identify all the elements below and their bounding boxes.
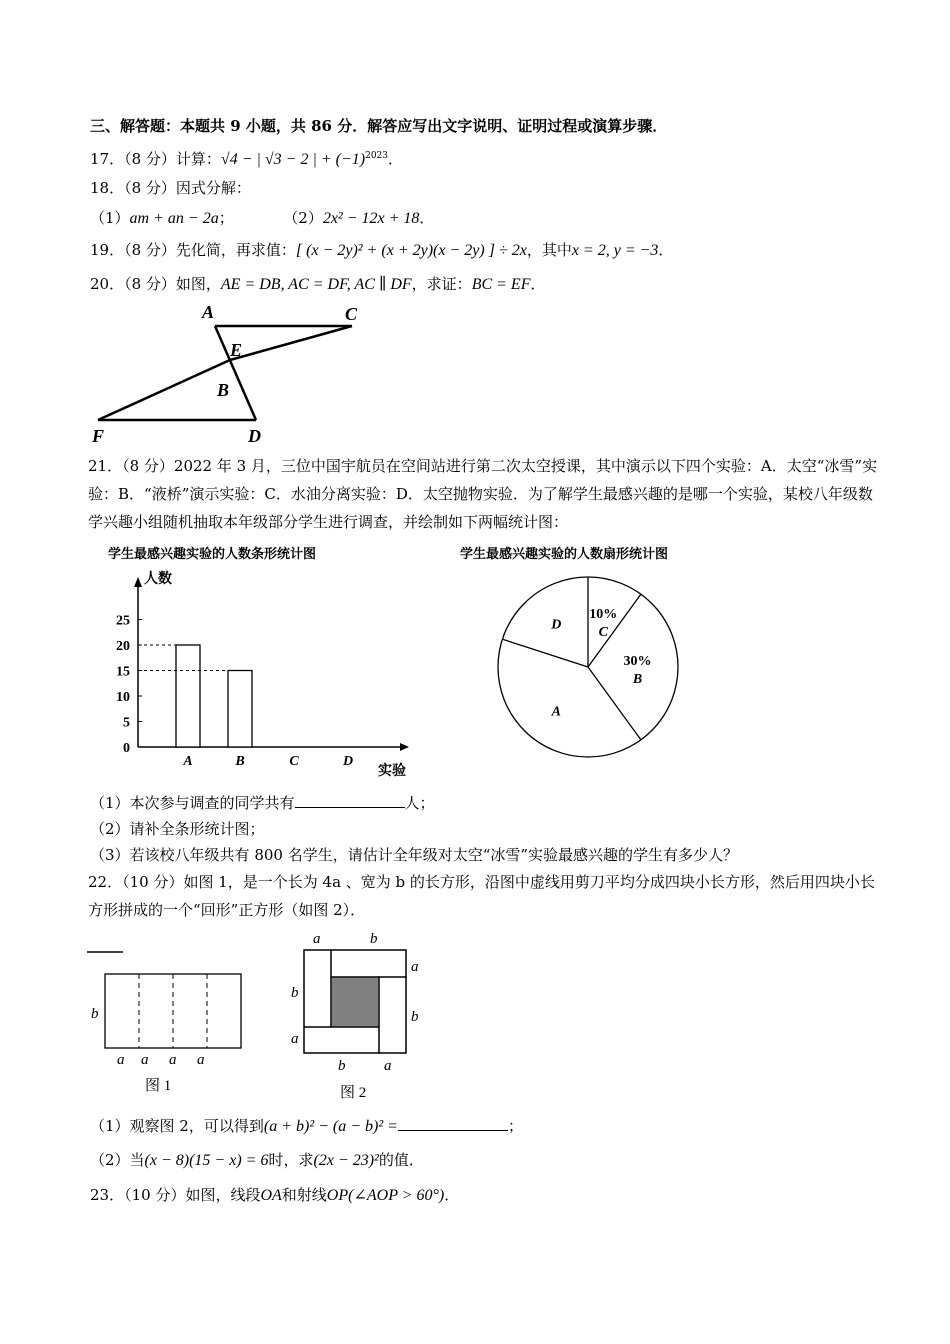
segment-EC xyxy=(230,326,352,360)
fig2-label-b-left: b xyxy=(291,985,299,1001)
y-tick-label: 5 xyxy=(123,715,130,731)
q21-sub2: （2）请补全条形统计图； xyxy=(90,820,265,838)
q22-sub1-blank[interactable] xyxy=(398,1116,508,1131)
x-tick-label-C: C xyxy=(289,754,299,769)
q19-end: ． xyxy=(658,241,674,259)
bar-A xyxy=(176,645,200,747)
question-18-parts xyxy=(90,208,434,229)
fig1-label-a3: a xyxy=(169,1052,177,1068)
q18-separator: ； xyxy=(218,209,234,227)
q17-prefix: 17．（8 分）计算： xyxy=(90,150,221,168)
q21-sub1-blank[interactable] xyxy=(295,793,405,808)
x-axis-label: 实验 xyxy=(378,764,406,779)
fig2-label-b-right: b xyxy=(411,1009,419,1025)
q23-condition: (∠AOP > 60°) xyxy=(348,1187,445,1204)
q20-prefix: 20．（8 分）如图， xyxy=(90,275,221,293)
pie-label-D: D xyxy=(551,617,562,633)
fig2-left-strip xyxy=(304,950,331,1027)
question-18: 18．（8 分）因式分解： xyxy=(90,179,251,197)
q22-sub2-text: （2）当 xyxy=(90,1151,145,1169)
fig2-top-strip xyxy=(331,950,406,977)
question-19 xyxy=(90,240,673,261)
q20-prove: BC = EF xyxy=(471,276,531,293)
fig2-label-a-left: a xyxy=(291,1031,299,1047)
pie-percent-C: 10% xyxy=(589,606,618,622)
question-23 xyxy=(90,1185,459,1206)
label-E: E xyxy=(230,340,243,360)
q20-given: AE = DB, AC = DF, AC ∥ DF xyxy=(220,276,412,293)
pie-label-A: A xyxy=(551,704,561,720)
y-tick-label: 10 xyxy=(116,690,130,705)
fig1-label-a4: a xyxy=(197,1052,205,1068)
q23-prefix: 23．（10 分）如图，线段 xyxy=(90,1186,261,1204)
q21-sub1 xyxy=(90,793,435,813)
fig2-bottom-strip xyxy=(304,1027,379,1053)
q20-mid: ，求证： xyxy=(411,275,472,293)
q19-expression: [ (x − 2y)² + (x + 2y)(x − 2y) ] ÷ 2x xyxy=(295,242,527,259)
y-axis-label: 人数 xyxy=(144,572,172,587)
q20-end: ． xyxy=(530,275,546,293)
q22-sub1-end: ； xyxy=(507,1117,523,1135)
segment-FE xyxy=(98,360,230,420)
y-tick-label: 20 xyxy=(116,639,130,654)
fig2-right-strip xyxy=(379,977,406,1053)
q22-sub2-expression: (x − 8)(15 − x) = 6 xyxy=(144,1152,269,1169)
question-17 xyxy=(90,146,403,170)
q21-sub1-end: 人； xyxy=(404,794,435,812)
q19-condition-prefix: ，其中 xyxy=(526,241,572,259)
q18-part2-label: （2） xyxy=(283,209,323,227)
y-tick-label: 0 xyxy=(123,741,130,756)
question-22: 22．（10 分）如图 1，是一个长为 4a 、宽为 b 的长方形，沿图中虚线用剪刀平均分成四块小长方形，然后用四块小长方形拼成的一个“回形”正方形（如图 2）． xyxy=(88,873,875,919)
q22-figure-2 xyxy=(285,925,435,1105)
q22-sub2-end: 的值． xyxy=(378,1151,424,1169)
y-tick-label: 25 xyxy=(116,613,130,629)
q23-end: ． xyxy=(444,1186,460,1204)
q22-sub2 xyxy=(90,1150,424,1171)
q21-sub3: （3）若该校八年级共有 800 名学生，请估计全年级对太空“冰雪”实验最感兴趣的学生有多少人？ xyxy=(90,846,739,864)
q19-condition: x = 2, y = −3 xyxy=(571,242,659,259)
fig2-label-a-top: a xyxy=(313,931,321,947)
q22-sub2-text2: 时，求 xyxy=(268,1151,314,1169)
label-A: A xyxy=(202,302,215,322)
label-C: C xyxy=(345,304,358,324)
q18-part1-label: （1） xyxy=(90,209,130,227)
question-20 xyxy=(90,274,546,295)
fig2-label-b-top: b xyxy=(370,931,378,947)
q17-end: ． xyxy=(388,150,404,168)
q22-sub1-expression: (a + b)² − (a − b)² = xyxy=(263,1118,398,1135)
fig2-caption: 图 2 xyxy=(340,1085,367,1101)
y-axis-arrow xyxy=(134,577,142,587)
q22-sub1 xyxy=(90,1116,523,1137)
q18-part2-end: ． xyxy=(419,209,435,227)
pie-label-B: B xyxy=(632,672,643,687)
fig2-label-b-bottom: b xyxy=(338,1058,346,1074)
pie-chart-caption: 学生最感兴趣实验的人数扇形统计图 xyxy=(460,547,669,562)
q22-sub1-text: （1）观察图 2，可以得到 xyxy=(90,1117,264,1135)
q19-prefix: 19．（8 分）先化简，再求值： xyxy=(90,241,296,259)
q23-op: OP xyxy=(326,1187,349,1204)
fig1-label-a1: a xyxy=(117,1052,125,1068)
q18-part1-expression: am + an − 2a xyxy=(129,210,219,227)
fig1-label-a2: a xyxy=(141,1052,149,1068)
x-axis-arrow xyxy=(400,743,409,751)
label-F: F xyxy=(92,426,105,446)
question-21: 21．（8 分）2022 年 3 月，三位中国宇航员在空间站进行第二次太空授课，其中演示以下四个实验：A．太空“冰雪”实验：B．“液桥”演示实验：C．水油分离实验：D．太空抛物实验．为了解学生最感兴趣的是哪一个实验，某校八年级数学兴趣小组随机抽取本年级部分学生进行调查，并绘制如下两幅统计图： xyxy=(88,457,878,531)
q23-oa: OA xyxy=(260,1187,282,1204)
pie-label-C: C xyxy=(598,624,608,640)
x-tick-label-B: B xyxy=(235,754,245,769)
q23-mid: 和射线 xyxy=(281,1186,327,1204)
label-B: B xyxy=(217,380,230,400)
q22-figure-1 xyxy=(85,940,255,1100)
fig2-label-a-bottom: a xyxy=(384,1058,392,1074)
fig2-center-square xyxy=(331,977,379,1027)
y-tick-label: 15 xyxy=(116,664,130,680)
fig2-label-a-right: a xyxy=(411,959,419,975)
q17-exponent: 2023 xyxy=(365,151,389,161)
q18-part2-expression: 2x² − 12x + 18 xyxy=(322,210,420,227)
pie-chart xyxy=(480,565,700,765)
bar-chart-caption: 学生最感兴趣实验的人数条形统计图 xyxy=(108,547,317,562)
bar-B xyxy=(228,671,252,748)
pie-percent-B: 30% xyxy=(623,654,652,669)
x-tick-label-D: D xyxy=(342,754,354,769)
fig1-caption: 图 1 xyxy=(145,1078,172,1094)
q21-sub1-text: （1）本次参与调查的同学共有 xyxy=(90,794,295,812)
bar-chart xyxy=(100,565,420,785)
x-tick-label-A: A xyxy=(183,754,193,769)
label-D: D xyxy=(248,426,261,446)
fig1-label-b: b xyxy=(91,1006,99,1022)
q17-expression: √4 − | √3 − 2 | + (−1) xyxy=(220,151,366,168)
section-header: 三、解答题：本题共 9 小题，共 86 分．解答应写出文字说明、证明过程或演算步骤． xyxy=(90,117,668,135)
q22-sub2-expression2: (2x − 23)² xyxy=(313,1152,379,1169)
q20-geometry-figure xyxy=(80,298,380,448)
